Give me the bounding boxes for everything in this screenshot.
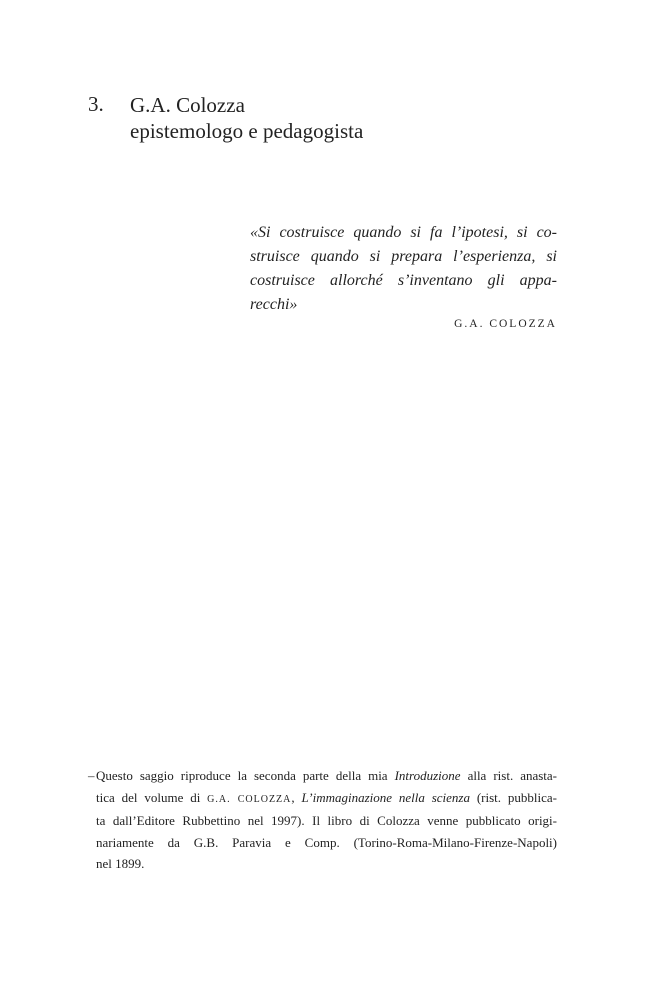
text: Questo saggio riproduce la seconda parte della mia <box>96 768 395 783</box>
book-title-italic: L’immaginazione nella scienza <box>301 789 470 805</box>
chapter-number: 3. <box>88 92 104 116</box>
text: alla rist. anasta- <box>460 768 558 783</box>
text: , <box>291 789 302 805</box>
chapter-title-line: epistemologo e pedagogista <box>130 119 364 143</box>
epigraph-line: costruisce allorché s’inventano gli appa- <box>250 272 557 289</box>
footnote <box>88 765 557 875</box>
book-title-italic: Introduzione <box>394 768 461 783</box>
footnote-line <box>88 765 557 787</box>
epigraph-attribution: G.A. COLOZZA <box>454 318 557 330</box>
text: (rist. pubblica- <box>470 789 557 805</box>
footnote-line: ta dall’Editore Rubbettino nel 1997). Il libro di Colozza venne pubblicato origi- <box>96 813 557 828</box>
footnote-line: nel 1899. <box>96 856 145 871</box>
author-small-caps: G.A. COLOZZA <box>207 793 292 805</box>
epigraph-line: «Si costruisce quando si fa l’ipotesi, si co- <box>250 224 557 241</box>
footnote-marker: – <box>88 768 95 783</box>
epigraph-quote <box>250 221 557 317</box>
epigraph-line: recchi» <box>250 296 298 313</box>
footnote-line <box>88 787 557 811</box>
epigraph-line: struisce quando si prepara l’esperienza, si <box>250 248 557 265</box>
text: tica del volume di <box>96 789 208 805</box>
chapter-title <box>130 92 363 144</box>
chapter-title-line: G.A. Colozza <box>130 93 245 117</box>
footnote-line: nariamente da G.B. Paravia e Comp. (Torino-Roma-Milano-Firenze-Napoli) <box>96 834 557 850</box>
